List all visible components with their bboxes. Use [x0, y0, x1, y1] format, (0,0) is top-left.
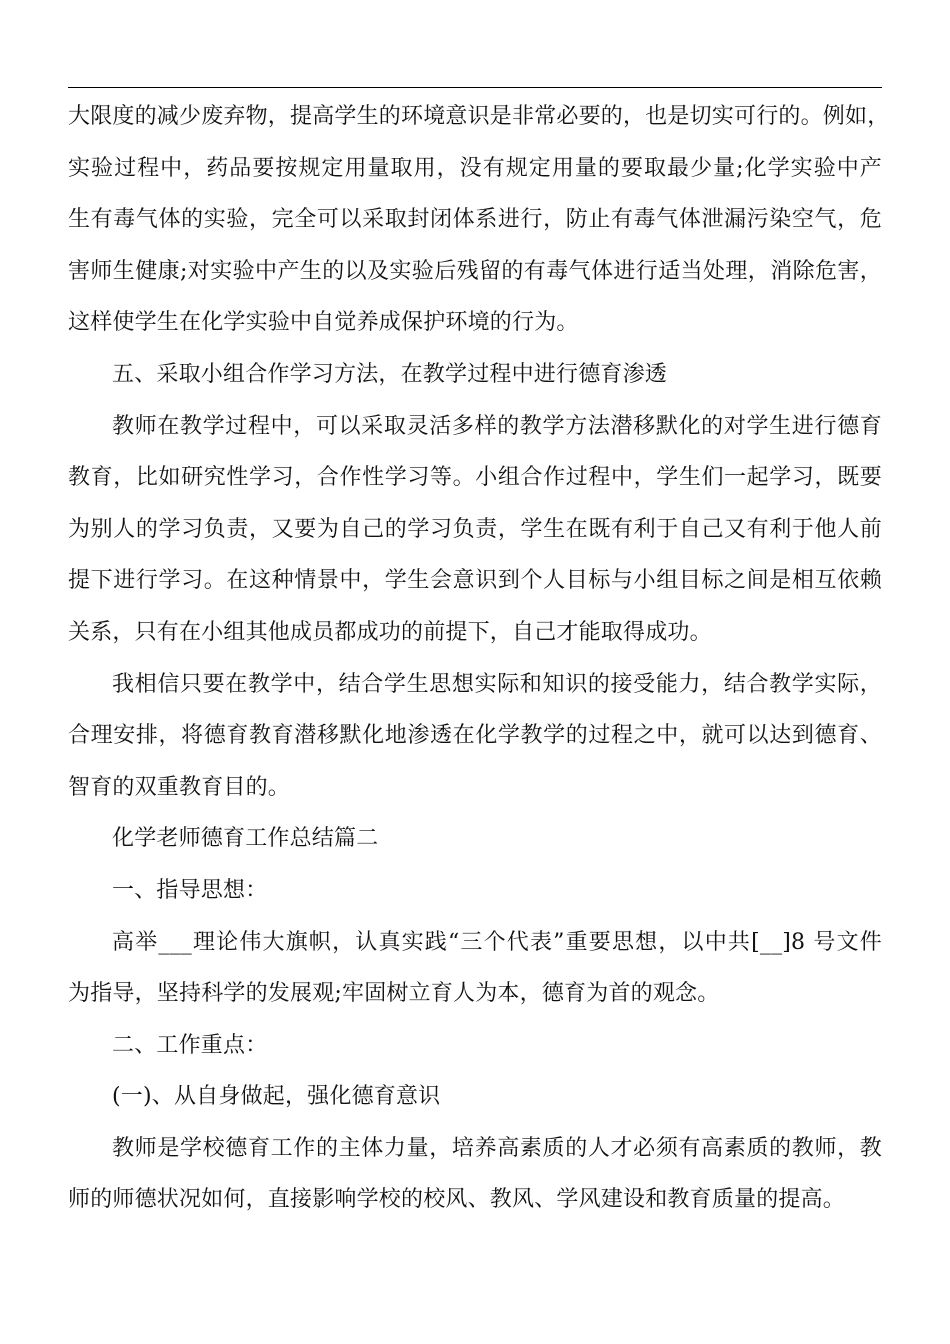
text-line: 智育的双重教育目的。 [68, 774, 291, 800]
text-line: 为指导，坚持科学的发展观;牢固树立育人为本，德育为首的观念。 [68, 981, 720, 1007]
text-line: 这样使学生在化学实验中自觉养成保护环境的行为。 [68, 310, 579, 336]
text-line: 大限度的减少废弃物，提高学生的环境意识是非常必要的，也是切实可行的。例如， [68, 104, 890, 129]
text-line: 高举___理论伟大旗帜，认真实践“三个代表”重要思想，以中共[__]8 号文件 [112, 929, 882, 955]
section-heading: 二、工作重点： [112, 1032, 268, 1058]
text-line: 为别人的学习负责，又要为自己的学习负责，学生在既有利于自己又有利于他人前 [68, 516, 882, 542]
text-line: 关系，只有在小组其他成员都成功的前提下，自己才能取得成功。 [68, 619, 712, 645]
text-line: 合理安排，将德育教育潜移默化地渗透在化学教学的过程之中，就可以达到德育、 [68, 723, 882, 749]
section-heading: 五、采取小组合作学习方法，在教学过程中进行德育渗透 [112, 361, 668, 387]
text-line: 提下进行学习。在这种情景中，学生会意识到个人目标与小组目标之间是相互依赖 [68, 568, 882, 594]
header-rule [68, 87, 882, 88]
text-line: 我相信只要在教学中，结合学生思想实际和知识的接受能力，结合教学实际， [112, 671, 882, 697]
section-heading: 一、指导思想： [112, 877, 268, 903]
text-line: 生有毒气体的实验，完全可以采取封闭体系进行，防止有毒气体泄漏污染空气，危 [68, 207, 882, 233]
text-line: 教师是学校德育工作的主体力量，培养高素质的人才必须有高素质的教师，教 [112, 1135, 882, 1161]
document-title: 化学老师德育工作总结篇二 [112, 826, 379, 852]
text-line: 实验过程中，药品要按规定用量取用，没有规定用量的要取最少量;化学实验中产 [68, 155, 882, 181]
subsection-heading: (一)、从自身做起，强化德育意识 [112, 1084, 441, 1110]
document-body [68, 91, 890, 1226]
text-line: 教师在教学过程中，可以采取灵活多样的教学方法潜移默化的对学生进行德育 [112, 413, 882, 439]
text-line: 师的师德状况如何，直接影响学校的校风、教风、学风建设和教育质量的提高。 [68, 1187, 846, 1213]
text-line: 教育，比如研究性学习，合作性学习等。小组合作过程中，学生们一起学习，既要 [68, 465, 882, 491]
text-line: 害师生健康;对实验中产生的以及实验后残留的有毒气体进行适当处理，消除危害， [68, 258, 882, 284]
